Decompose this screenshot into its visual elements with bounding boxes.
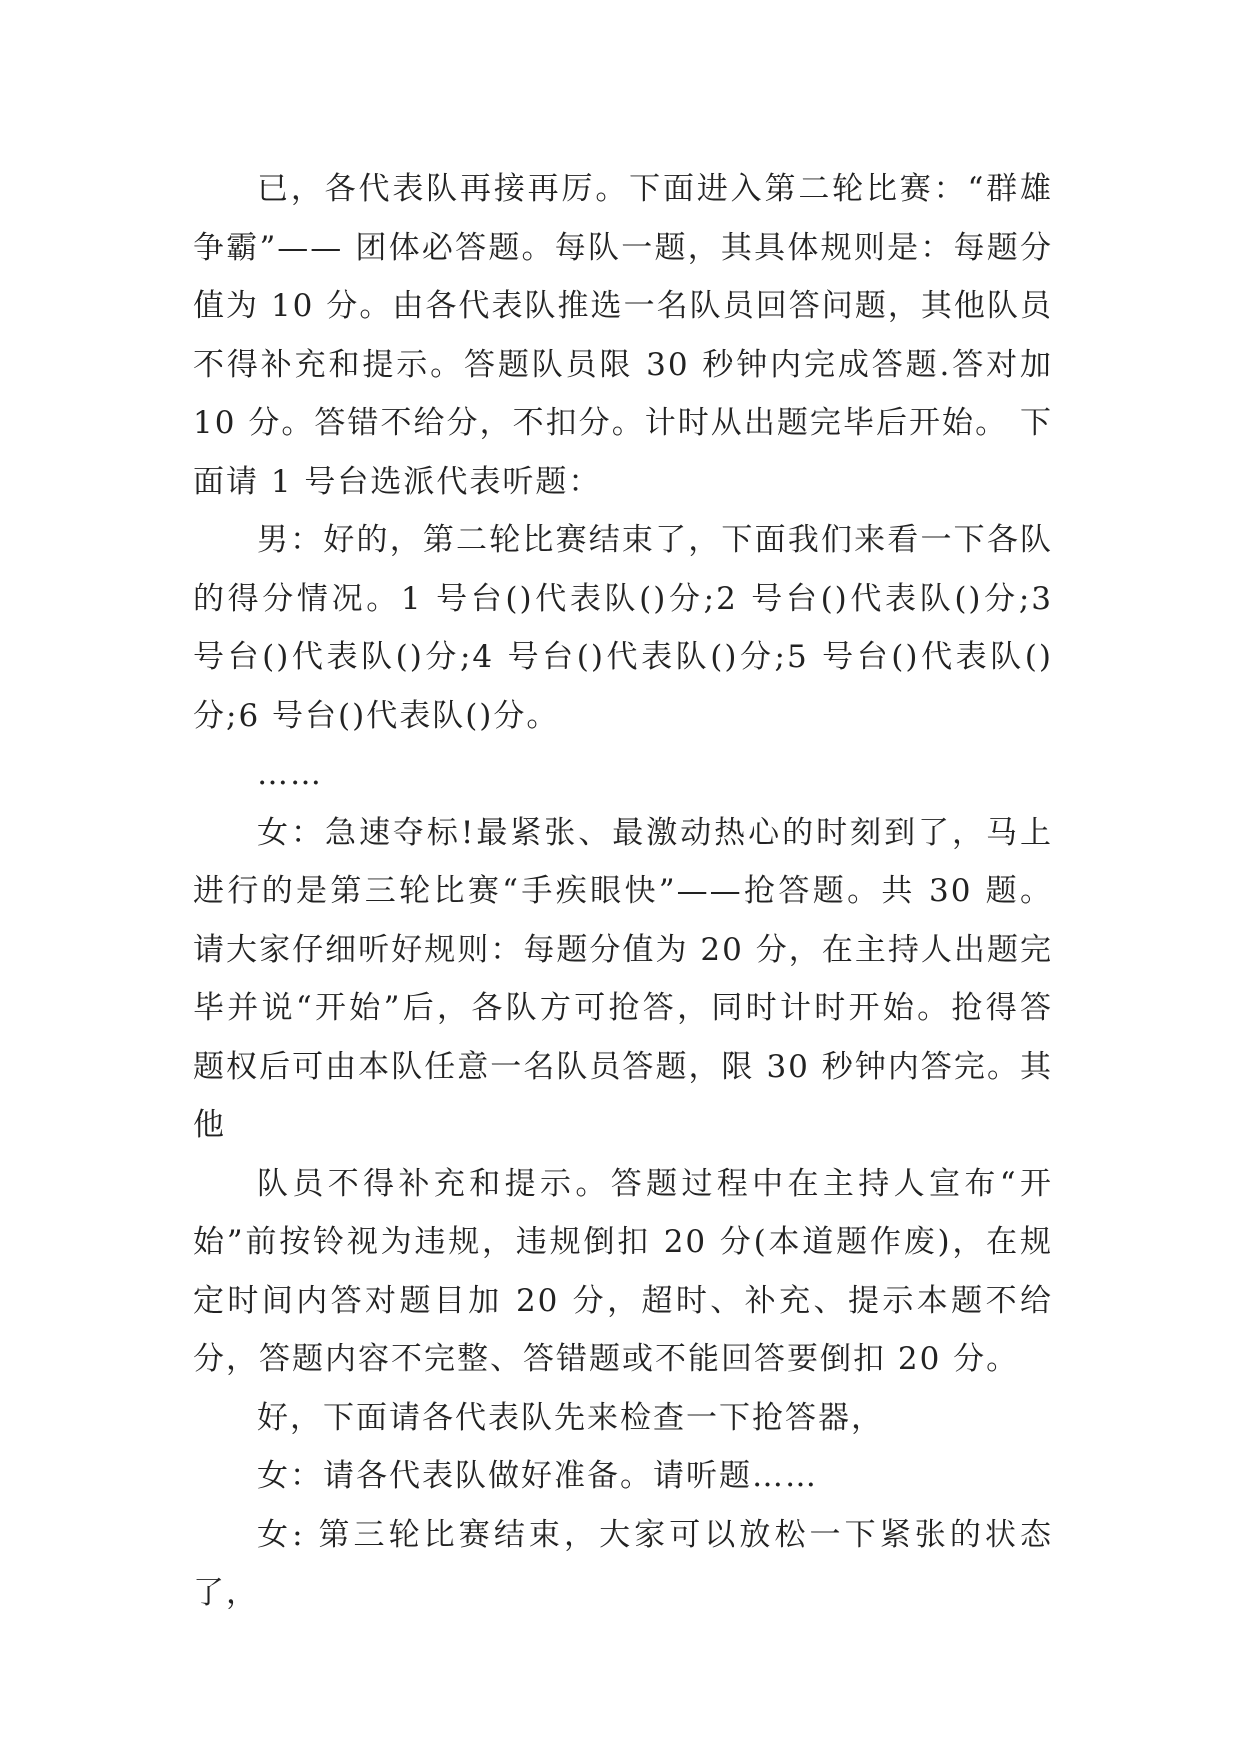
- document-body: [193, 160, 1053, 1623]
- paragraph-round-three-rules: 队员不得补充和提示。答题过程中在主持人宣布“开始”前按铃视为违规，违规倒扣 20 分(本道题作废)，在规定时间内答对题目加 20 分，超时、补充、提示本题不给分，答题内容不完整、答错题或不能回答要倒扣 20 分。: [193, 1165, 1053, 1377]
- paragraph-check-buzzer: 好，下面请各代表队先来检查一下抢答器，: [257, 1399, 884, 1436]
- paragraph-round-two-scores: 男：好的，第二轮比赛结束了，下面我们来看一下各队的得分情况。1 号台()代表队()分;2 号台()代表队()分;3 号台()代表队()分;4 号台()代表队()分;5 号台()代表队()分;6 号台()代表队()分。: [193, 522, 1053, 734]
- paragraph-round-three-end: 女: 第三轮比赛结束，大家可以放松一下紧张的状态了，: [193, 1516, 1053, 1611]
- paragraph-round-two-rules: 已，各代表队再接再厉。下面进入第二轮比赛：“群雄争霸”—— 团体必答题。每队一题，其具体规则是：每题分值为 10 分。由各代表队推选一名队员回答问题，其他队员不得补充和提示。答题队员限 30 秒钟内完成答题.答对加 10 分。答错不给分，不扣分。计时从出题完毕后开始。 下面请 1 号台选派代表听题：: [193, 171, 1053, 500]
- paragraph-ellipsis: ……: [257, 756, 323, 792]
- paragraph-round-three-intro: 女：急速夺标!最紧张、最激动热心的时刻到了，马上进行的是第三轮比赛“手疾眼快”——抢答题。共 30 题。请大家仔细听好规则：每题分值为 20 分，在主持人出题完毕并说“开始”后，各队方可抢答，同时计时开始。抢得答题权后可由本队任意一名队员答题，限 30 秒钟内答完。其他: [193, 814, 1053, 1143]
- paragraph-prepare: 女：请各代表队做好准备。请听题……: [257, 1458, 818, 1494]
